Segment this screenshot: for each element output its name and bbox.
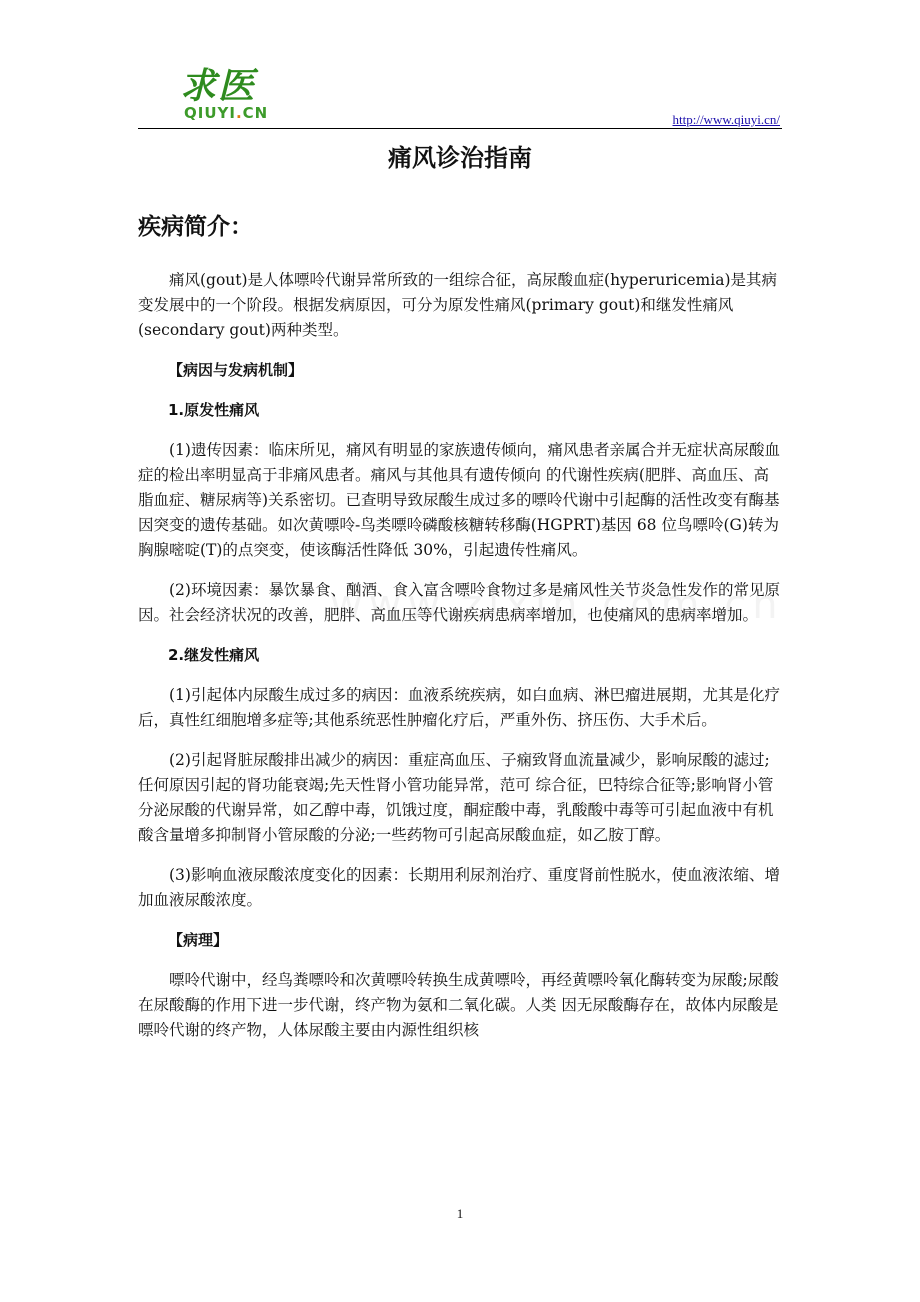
logo-en-right: CN	[242, 104, 269, 122]
paragraph-intro: 痛风(gout)是人体嘌呤代谢异常所致的一组综合征，高尿酸血症(hyperuricemia)是其病变发展中的一个阶段。根据发病原因，可分为原发性痛风(primary gout)和继发性痛风(secondary gout)两种类型。	[138, 271, 777, 339]
document-body	[138, 268, 782, 1043]
page-number: 1	[456, 1206, 464, 1221]
page-header	[138, 58, 782, 130]
subheading-primary-gout: 1.原发性痛风	[168, 401, 260, 419]
section-heading: 疾病简介：	[138, 214, 253, 240]
header-divider	[138, 128, 782, 129]
logo-english-text	[184, 104, 268, 122]
document-title: 痛风诊治指南	[388, 144, 532, 172]
header-url-link[interactable]: http://www.qiuyi.cn/	[672, 112, 780, 127]
paragraph-primary-genetic: (1)遗传因素：临床所见，痛风有明显的家族遗传倾向，痛风患者亲属合并无症状高尿酸血症的检出率明显高于非痛风患者。痛风与其他具有遗传倾向 的代谢性疾病(肥胖、高血压、高脂血症、糖尿病等)关系密切。已查明导致尿酸生成过多的嘌呤代谢中引起酶的活性改变有酶基因突变的遗传基础。如次黄嘌呤-鸟类嘌呤磷酸核糖转移酶(HGPRT)基因 68 位鸟嘌呤(G)转为胸腺嘧啶(T)的点突变，使该酶活性降低 30%，引起遗传性痛风。	[138, 441, 780, 559]
qiuyi-logo	[180, 58, 290, 124]
logo-chinese-text: 求医	[180, 65, 257, 107]
paragraph-pathology: 嘌呤代谢中，经鸟粪嘌呤和次黄嘌呤转换生成黄嘌呤，再经黄嘌呤氧化酶转变为尿酸;尿酸在尿酸酶的作用下进一步代谢，终产物为氨和二氧化碳。人类 因无尿酸酶存在，故体内尿酸是嘌呤代谢的终产物，人体尿酸主要由内源性组织核	[138, 971, 779, 1039]
logo-en-dot: .	[235, 104, 243, 122]
paragraph-secondary-concentration: (3)影响血液尿酸浓度变化的因素：长期用利尿剂治疗、重度肾前性脱水，使血液浓缩、增加血液尿酸浓度。	[138, 866, 780, 909]
logo-en-left: QIUYI	[184, 104, 236, 122]
subheading-pathology: 【病理】	[168, 931, 229, 949]
paragraph-primary-environment: (2)环境因素：暴饮暴食、酗酒、食入富含嘌呤食物过多是痛风性关节炎急性发作的常见原因。社会经济状况的改善，肥胖、高血压等代谢疾病患病率增加，也使痛风的患病率增加。	[138, 581, 780, 624]
paragraph-secondary-excretion: (2)引起肾脏尿酸排出减少的病因：重症高血压、子痫致肾血流量减少，影响尿酸的滤过;任何原因引起的肾功能衰竭;先天性肾小管功能异常，范可 综合征，巴特综合征等;影响肾小管分泌尿酸的代谢异常，如乙醇中毒，饥饿过度，酮症酸中毒，乳酸酸中毒等可引起血液中有机酸含量增多抑制肾小管尿酸的分泌;一些药物可引起高尿酸血症，如乙胺丁醇。	[138, 751, 774, 844]
subheading-secondary-gout: 2.继发性痛风	[168, 646, 260, 664]
subheading-cause: 【病因与发病机制】	[168, 361, 304, 379]
paragraph-secondary-overproduction: (1)引起体内尿酸生成过多的病因：血液系统疾病，如白血病、淋巴瘤进展期，尤其是化疗后，真性红细胞增多症等;其他系统恶性肿瘤化疗后，严重外伤、挤压伤、大手术后。	[138, 686, 780, 729]
watermark	[330, 582, 784, 628]
